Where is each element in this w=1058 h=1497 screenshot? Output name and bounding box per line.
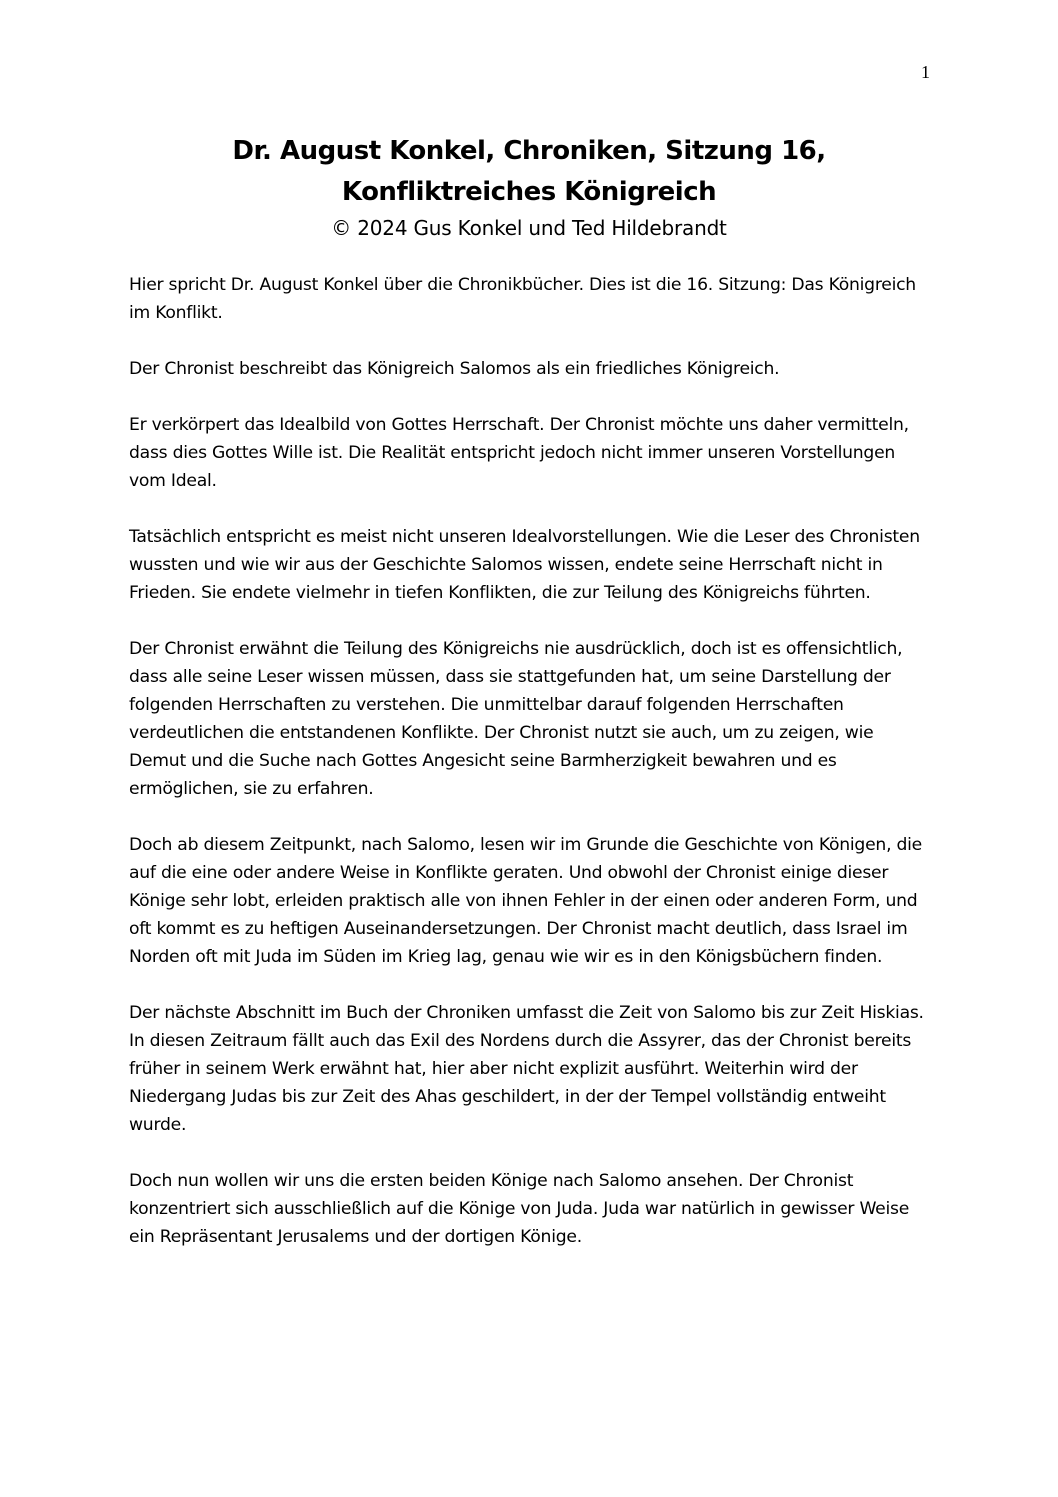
paragraph: Hier spricht Dr. August Konkel über die Chronikbücher. Dies ist die 16. Sitzung: Das Königreich im Konflikt. <box>129 275 916 323</box>
document-header <box>0 131 1058 243</box>
page-number: 1 <box>921 62 930 82</box>
paragraph: Tatsächlich entspricht es meist nicht unseren Idealvorstellungen. Wie die Leser des Chronisten wussten und wie wir aus der Geschichte Salomos wissen, endete seine Herrschaft nicht in Frieden. Sie endete vielmehr in tiefen Konflikten, die zur Teilung des Königreichs führten. <box>129 527 920 603</box>
title-line-1: Dr. August Konkel, Chroniken, Sitzung 16, <box>232 136 826 166</box>
paragraph: Er verkörpert das Idealbild von Gottes Herrschaft. Der Chronist möchte uns daher vermitteln, dass dies Gottes Wille ist. Die Realität entspricht jedoch nicht immer unseren Vorstellungen vom Ideal. <box>129 415 909 491</box>
paragraph: Der Chronist beschreibt das Königreich Salomos als ein friedliches Königreich. <box>129 359 780 379</box>
paragraph: Der Chronist erwähnt die Teilung des Königreichs nie ausdrücklich, doch ist es offensichtlich, dass alle seine Leser wissen müssen, dass sie stattgefunden hat, um seine Darstellung der folgenden Herrschaften zu verstehen. Die unmittelbar darauf folgenden Herrschaften verdeutlichen die entstandenen Konflikte. Der Chronist nutzt sie auch, um zu zeigen, wie Demut und die Suche nach Gottes Angesicht seine Barmherzigkeit bewahren und es ermöglichen, sie zu erfahren. <box>129 639 903 799</box>
paragraph: Der nächste Abschnitt im Buch der Chroniken umfasst die Zeit von Salomo bis zur Zeit Hiskias. In diesen Zeitraum fällt auch das Exil des Nordens durch die Assyrer, das der Chronist bereits früher in seinem Werk erwähnt hat, hier aber nicht explizit ausführt. Weiterhin wird der Niedergang Judas bis zur Zeit des Ahas geschildert, in der der Tempel vollständig entweiht wurde. <box>129 1003 924 1135</box>
paragraph: Doch nun wollen wir uns die ersten beiden Könige nach Salomo ansehen. Der Chronist konzentriert sich ausschließlich auf die Könige von Juda. Juda war natürlich in gewisser Weise ein Repräsentant Jerusalems und der dortigen Könige. <box>129 1171 910 1247</box>
paragraph: Doch ab diesem Zeitpunkt, nach Salomo, lesen wir im Grunde die Geschichte von Königen, die auf die eine oder andere Weise in Konflikte geraten. Und obwohl der Chronist einige dieser Könige sehr lobt, erleiden praktisch alle von ihnen Fehler in der einen oder anderen Form, und oft kommt es zu heftigen Auseinandersetzungen. Der Chronist macht deutlich, dass Israel im Norden oft mit Juda im Süden im Krieg lag, genau wie wir es in den Königsbüchern finden. <box>129 835 922 967</box>
document-body <box>129 271 935 1279</box>
copyright-notice: © 2024 Gus Konkel und Ted Hildebrandt <box>331 216 727 240</box>
title-line-2: Konfliktreiches Königreich <box>341 177 717 207</box>
document-title <box>0 131 1058 213</box>
